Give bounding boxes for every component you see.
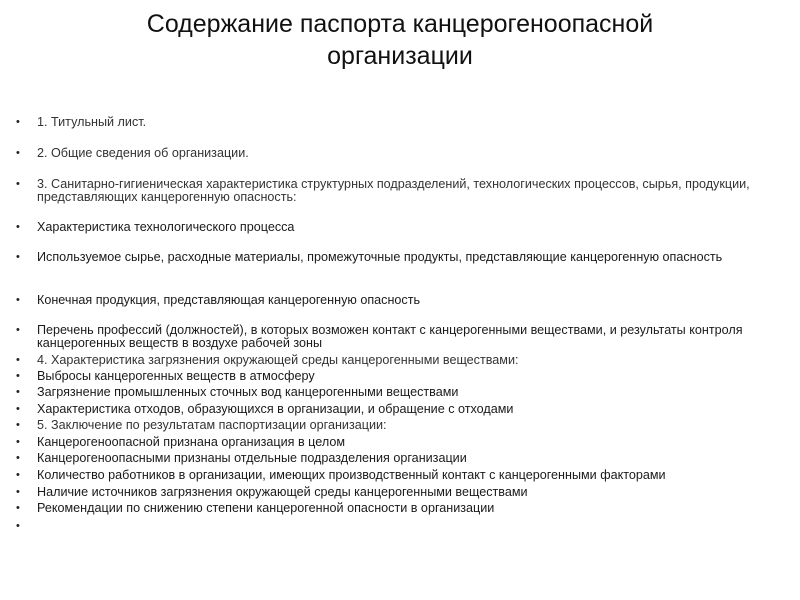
list-item-text: 2. Общие сведения об организации. — [37, 146, 249, 160]
list-item-text: Количество работников в организации, имеющих производственный контакт с канцерогенными факторами — [37, 468, 666, 482]
bullet-icon: • — [16, 147, 20, 159]
bullet-icon: • — [16, 486, 20, 498]
bullet-icon: • — [16, 520, 20, 532]
list-item-text: Перечень профессий (должностей), в которых возможен контакт с канцерогенными веществами, и результаты контроля канцерогенных веществ в воздухе рабочей зоны — [37, 323, 743, 350]
list-item-text: Выбросы канцерогенных веществ в атмосферу — [37, 369, 315, 383]
bullet-icon: • — [16, 403, 20, 415]
bullet-icon: • — [16, 178, 20, 190]
slide-title — [0, 8, 800, 72]
slide-title-line-2: организации — [327, 42, 473, 70]
bullet-icon: • — [16, 251, 20, 263]
bullet-icon: • — [16, 469, 20, 481]
list-item-text: 1. Титульный лист. — [37, 115, 147, 129]
bullet-icon: • — [16, 116, 20, 128]
list-item-text: Характеристика технологического процесса — [37, 220, 295, 234]
list-item-text: Рекомендации по снижению степени канцерогенной опасности в организации — [37, 501, 495, 515]
list-item-text: 4. Характеристика загрязнения окружающей среды канцерогенными веществами: — [37, 353, 519, 367]
bullet-icon: • — [16, 436, 20, 448]
bullet-icon: • — [16, 502, 20, 514]
bullet-icon: • — [16, 370, 20, 382]
bullet-icon: • — [16, 221, 20, 233]
bullet-icon: • — [16, 452, 20, 464]
bullet-icon: • — [16, 419, 20, 431]
list-item-text: Используемое сырье, расходные материалы, промежуточные продукты, представляющие канцерогенную опасность — [37, 250, 723, 264]
list-item-text: 3. Санитарно-гигиеническая характеристика структурных подразделений, технологических процессов, сырья, продукции, представляющих канцерогенную опасность: — [37, 177, 750, 204]
slide-title-line-1: Содержание паспорта канцерогеноопасной — [146, 10, 654, 38]
list-item-text: Характеристика отходов, образующихся в организации, и обращение с отходами — [37, 402, 514, 416]
bullet-icon: • — [16, 354, 20, 366]
list-item-text: Наличие источников загрязнения окружающей среды канцерогенными веществами — [37, 485, 528, 499]
list-item-text: 5. Заключение по результатам паспортизации организации: — [37, 418, 387, 432]
bullet-icon: • — [16, 324, 20, 336]
list-item-text: Канцерогеноопасной признана организация в целом — [37, 435, 345, 449]
list-item-text: Конечная продукция, представляющая канцерогенную опасность — [37, 293, 421, 307]
content-bullet-list — [0, 110, 800, 600]
bullet-icon: • — [16, 294, 20, 306]
list-item-text: Канцерогеноопасными признаны отдельные подразделения организации — [37, 451, 467, 465]
bullet-icon: • — [16, 386, 20, 398]
list-item-text: Загрязнение промышленных сточных вод канцерогенными веществами — [37, 385, 459, 399]
